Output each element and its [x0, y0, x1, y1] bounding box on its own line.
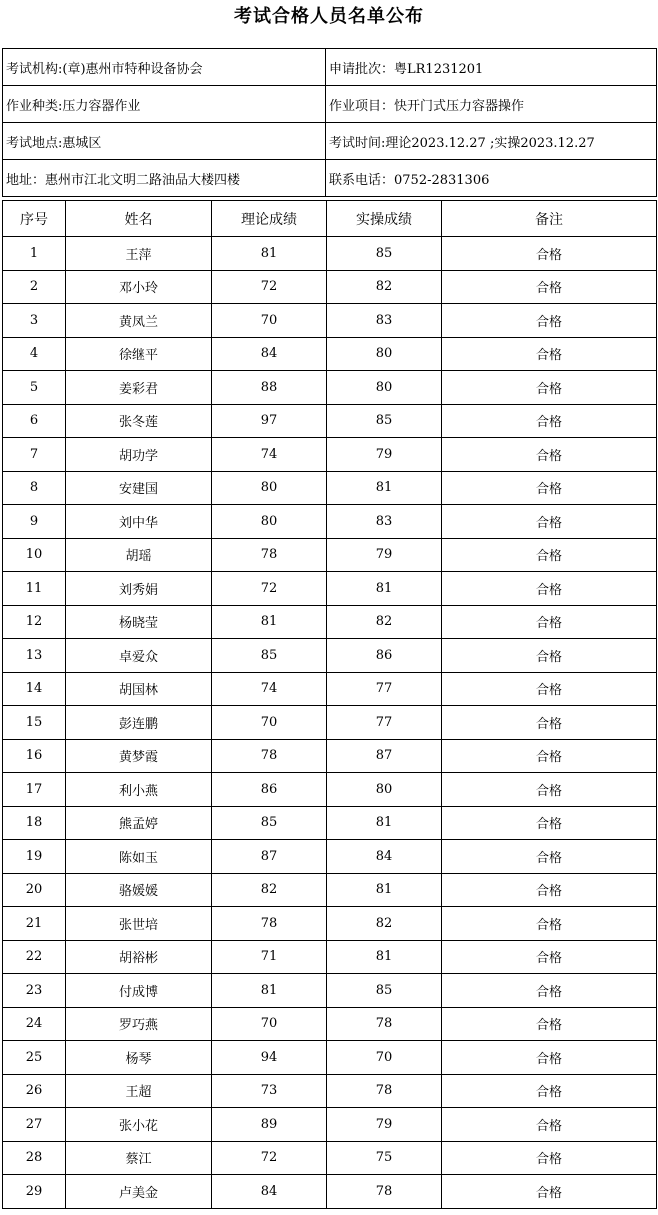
cell-practical-score: 77 [327, 706, 442, 740]
cell-remark: 合格 [442, 1007, 657, 1041]
table-row [3, 706, 657, 740]
cell-remark: 合格 [442, 337, 657, 371]
table-row [3, 404, 657, 438]
cell-name: 张小花 [66, 1108, 212, 1142]
cell-theory-score: 88 [212, 371, 327, 405]
cell-practical-score: 83 [327, 304, 442, 338]
cell-practical-score: 82 [327, 270, 442, 304]
cell-practical-score: 82 [327, 605, 442, 639]
cell-index: 6 [3, 404, 66, 438]
cell-theory-score: 86 [212, 773, 327, 807]
cell-name: 黄梦霞 [66, 739, 212, 773]
header-practical-score: 实操成绩 [327, 201, 442, 237]
cell-remark: 合格 [442, 907, 657, 941]
cell-theory-score: 81 [212, 974, 327, 1008]
table-row [3, 1041, 657, 1075]
table-row [3, 304, 657, 338]
cell-remark: 合格 [442, 739, 657, 773]
cell-index: 2 [3, 270, 66, 304]
cell-theory-score: 85 [212, 639, 327, 673]
cell-practical-score: 78 [327, 1175, 442, 1209]
header-remark: 备注 [442, 201, 657, 237]
cell-name: 胡裕彬 [66, 940, 212, 974]
application-batch: 申请批次：粤LR1231201 [326, 49, 657, 86]
results-body [3, 237, 657, 1209]
cell-index: 21 [3, 907, 66, 941]
cell-theory-score: 70 [212, 304, 327, 338]
cell-index: 11 [3, 572, 66, 606]
cell-index: 10 [3, 538, 66, 572]
table-row [3, 773, 657, 807]
info-row [3, 123, 657, 160]
info-row [3, 86, 657, 123]
cell-theory-score: 70 [212, 706, 327, 740]
cell-name: 张冬莲 [66, 404, 212, 438]
cell-name: 邓小玲 [66, 270, 212, 304]
cell-theory-score: 87 [212, 840, 327, 874]
cell-name: 王超 [66, 1074, 212, 1108]
cell-index: 8 [3, 471, 66, 505]
cell-index: 19 [3, 840, 66, 874]
cell-index: 7 [3, 438, 66, 472]
header-index: 序号 [3, 201, 66, 237]
cell-practical-score: 82 [327, 907, 442, 941]
work-category: 作业种类:压力容器作业 [3, 86, 326, 123]
cell-theory-score: 74 [212, 672, 327, 706]
cell-index: 24 [3, 1007, 66, 1041]
cell-practical-score: 85 [327, 404, 442, 438]
cell-theory-score: 73 [212, 1074, 327, 1108]
cell-index: 14 [3, 672, 66, 706]
cell-remark: 合格 [442, 873, 657, 907]
cell-theory-score: 74 [212, 438, 327, 472]
cell-index: 22 [3, 940, 66, 974]
exam-location: 考试地点:惠城区 [3, 123, 326, 160]
cell-name: 杨琴 [66, 1041, 212, 1075]
cell-theory-score: 70 [212, 1007, 327, 1041]
cell-practical-score: 80 [327, 371, 442, 405]
cell-practical-score: 86 [327, 639, 442, 673]
cell-remark: 合格 [442, 1175, 657, 1209]
cell-remark: 合格 [442, 605, 657, 639]
table-row [3, 538, 657, 572]
table-row [3, 1175, 657, 1209]
cell-index: 27 [3, 1108, 66, 1142]
cell-index: 3 [3, 304, 66, 338]
cell-name: 骆媛媛 [66, 873, 212, 907]
cell-theory-score: 80 [212, 471, 327, 505]
cell-theory-score: 89 [212, 1108, 327, 1142]
table-row [3, 1141, 657, 1175]
table-row [3, 371, 657, 405]
cell-index: 25 [3, 1041, 66, 1075]
table-row [3, 572, 657, 606]
cell-index: 29 [3, 1175, 66, 1209]
cell-theory-score: 80 [212, 505, 327, 539]
cell-index: 18 [3, 806, 66, 840]
page-title: 考试合格人员名单公布 [234, 6, 424, 27]
cell-index: 20 [3, 873, 66, 907]
cell-remark: 合格 [442, 371, 657, 405]
cell-remark: 合格 [442, 538, 657, 572]
cell-practical-score: 87 [327, 739, 442, 773]
cell-index: 16 [3, 739, 66, 773]
cell-name: 胡瑶 [66, 538, 212, 572]
cell-name: 蔡江 [66, 1141, 212, 1175]
cell-remark: 合格 [442, 270, 657, 304]
cell-remark: 合格 [442, 572, 657, 606]
table-row [3, 270, 657, 304]
cell-practical-score: 80 [327, 337, 442, 371]
cell-remark: 合格 [442, 1108, 657, 1142]
cell-remark: 合格 [442, 438, 657, 472]
cell-remark: 合格 [442, 304, 657, 338]
cell-practical-score: 78 [327, 1007, 442, 1041]
cell-practical-score: 81 [327, 806, 442, 840]
cell-remark: 合格 [442, 1074, 657, 1108]
cell-practical-score: 85 [327, 974, 442, 1008]
table-row [3, 1007, 657, 1041]
cell-practical-score: 85 [327, 237, 442, 271]
cell-practical-score: 81 [327, 471, 442, 505]
cell-name: 卢美金 [66, 1175, 212, 1209]
cell-practical-score: 79 [327, 438, 442, 472]
cell-theory-score: 82 [212, 873, 327, 907]
cell-remark: 合格 [442, 672, 657, 706]
cell-practical-score: 79 [327, 538, 442, 572]
cell-name: 刘秀娟 [66, 572, 212, 606]
cell-theory-score: 72 [212, 572, 327, 606]
cell-index: 23 [3, 974, 66, 1008]
cell-practical-score: 81 [327, 873, 442, 907]
table-row [3, 672, 657, 706]
table-row [3, 471, 657, 505]
table-row [3, 1108, 657, 1142]
table-row [3, 940, 657, 974]
cell-practical-score: 78 [327, 1074, 442, 1108]
cell-theory-score: 94 [212, 1041, 327, 1075]
table-row [3, 337, 657, 371]
cell-remark: 合格 [442, 840, 657, 874]
cell-theory-score: 97 [212, 404, 327, 438]
cell-name: 卓爱众 [66, 639, 212, 673]
cell-name: 熊孟婷 [66, 806, 212, 840]
work-item: 作业项目：快开门式压力容器操作 [326, 86, 657, 123]
cell-index: 13 [3, 639, 66, 673]
cell-remark: 合格 [442, 404, 657, 438]
cell-theory-score: 84 [212, 337, 327, 371]
cell-name: 姜彩君 [66, 371, 212, 405]
cell-index: 28 [3, 1141, 66, 1175]
cell-remark: 合格 [442, 1041, 657, 1075]
table-row [3, 639, 657, 673]
table-row [3, 237, 657, 271]
cell-name: 黄凤兰 [66, 304, 212, 338]
header-theory-score: 理论成绩 [212, 201, 327, 237]
cell-theory-score: 84 [212, 1175, 327, 1209]
cell-practical-score: 77 [327, 672, 442, 706]
table-row [3, 974, 657, 1008]
cell-name: 彭连鹏 [66, 706, 212, 740]
cell-practical-score: 81 [327, 940, 442, 974]
cell-name: 张世培 [66, 907, 212, 941]
results-table [2, 200, 657, 1209]
cell-remark: 合格 [442, 706, 657, 740]
cell-remark: 合格 [442, 639, 657, 673]
cell-remark: 合格 [442, 773, 657, 807]
table-row [3, 840, 657, 874]
table-row [3, 438, 657, 472]
cell-name: 安建国 [66, 471, 212, 505]
cell-name: 胡国林 [66, 672, 212, 706]
cell-theory-score: 72 [212, 1141, 327, 1175]
cell-theory-score: 78 [212, 739, 327, 773]
cell-remark: 合格 [442, 1141, 657, 1175]
table-row [3, 873, 657, 907]
contact-phone: 联系电话：0752-2831306 [326, 160, 657, 197]
cell-practical-score: 84 [327, 840, 442, 874]
cell-theory-score: 81 [212, 237, 327, 271]
cell-name: 刘中华 [66, 505, 212, 539]
cell-practical-score: 83 [327, 505, 442, 539]
cell-theory-score: 81 [212, 605, 327, 639]
info-row [3, 49, 657, 86]
cell-practical-score: 79 [327, 1108, 442, 1142]
cell-name: 付成博 [66, 974, 212, 1008]
cell-index: 17 [3, 773, 66, 807]
exam-org: 考试机构:(章)惠州市特种设备协会 [3, 49, 326, 86]
cell-theory-score: 71 [212, 940, 327, 974]
cell-remark: 合格 [442, 940, 657, 974]
cell-theory-score: 72 [212, 270, 327, 304]
cell-name: 罗巧燕 [66, 1007, 212, 1041]
cell-index: 4 [3, 337, 66, 371]
cell-name: 陈如玉 [66, 840, 212, 874]
cell-practical-score: 75 [327, 1141, 442, 1175]
cell-index: 12 [3, 605, 66, 639]
cell-remark: 合格 [442, 974, 657, 1008]
table-row [3, 505, 657, 539]
cell-remark: 合格 [442, 237, 657, 271]
cell-theory-score: 78 [212, 538, 327, 572]
table-row [3, 739, 657, 773]
cell-index: 9 [3, 505, 66, 539]
cell-practical-score: 70 [327, 1041, 442, 1075]
cell-name: 利小燕 [66, 773, 212, 807]
table-row [3, 605, 657, 639]
cell-remark: 合格 [442, 505, 657, 539]
table-row [3, 1074, 657, 1108]
cell-name: 王萍 [66, 237, 212, 271]
cell-index: 26 [3, 1074, 66, 1108]
cell-index: 15 [3, 706, 66, 740]
cell-remark: 合格 [442, 806, 657, 840]
cell-remark: 合格 [442, 471, 657, 505]
table-header-row [3, 201, 657, 237]
cell-theory-score: 78 [212, 907, 327, 941]
cell-theory-score: 85 [212, 806, 327, 840]
exam-info-table [2, 48, 657, 197]
address: 地址：惠州市江北文明二路油品大楼四楼 [3, 160, 326, 197]
cell-name: 杨晓莹 [66, 605, 212, 639]
cell-practical-score: 81 [327, 572, 442, 606]
cell-name: 胡功学 [66, 438, 212, 472]
cell-practical-score: 80 [327, 773, 442, 807]
table-row [3, 806, 657, 840]
cell-index: 1 [3, 237, 66, 271]
exam-time: 考试时间:理论2023.12.27 ;实操2023.12.27 [326, 123, 657, 160]
cell-name: 徐继平 [66, 337, 212, 371]
info-row [3, 160, 657, 197]
cell-index: 5 [3, 371, 66, 405]
header-name: 姓名 [66, 201, 212, 237]
table-row [3, 907, 657, 941]
